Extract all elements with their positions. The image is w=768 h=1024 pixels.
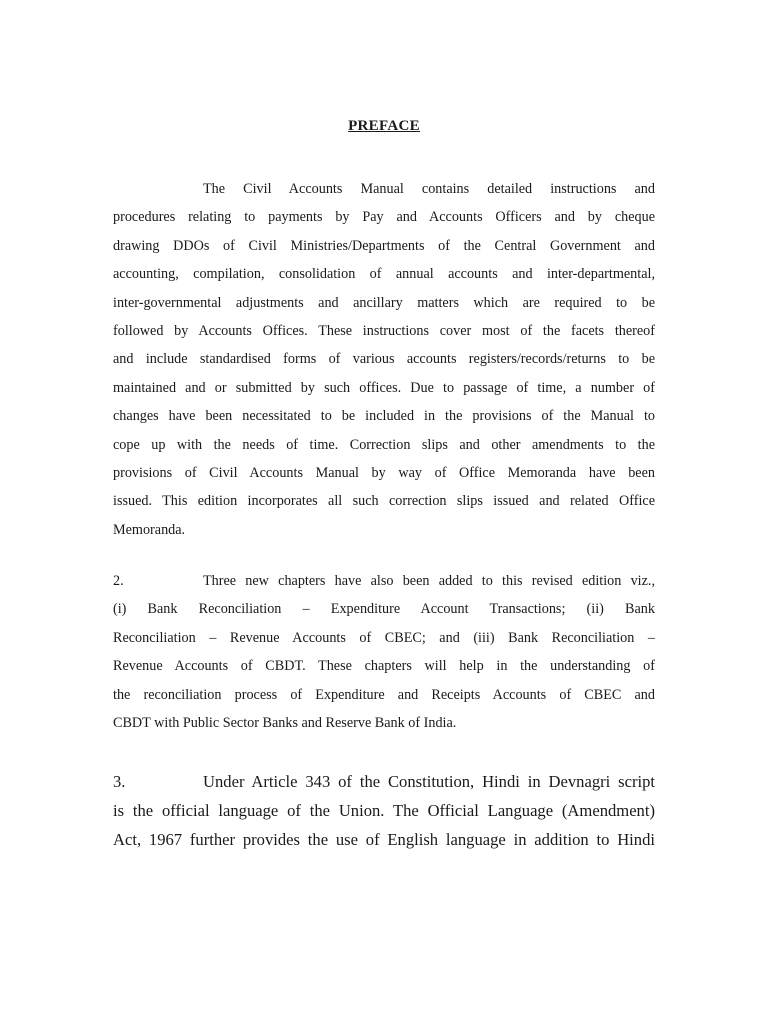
- paragraph-1-line: changes have been necessitated to be included in the provisions of the Manual to: [113, 408, 655, 425]
- paragraph-1-line: cope up with the needs of time. Correction slips and other amendments to the: [113, 436, 655, 453]
- paragraph-2-line: [113, 567, 655, 595]
- paragraph-number: 2.: [113, 573, 124, 589]
- paragraph-1-line: procedures relating to payments by Pay and Accounts Officers and by cheque: [113, 209, 655, 226]
- paragraph-3: [113, 767, 655, 854]
- paragraph-3-line: [113, 767, 655, 796]
- paragraph-3-line: is the official language of the Union. The Official Language (Amendment): [113, 801, 655, 820]
- paragraph-1: [113, 175, 655, 544]
- paragraph-number: 3.: [113, 772, 126, 791]
- paragraph-1-line: provisions of Civil Accounts Manual by way of Office Memoranda have been: [113, 465, 655, 482]
- paragraph-2-line: Revenue Accounts of CBDT. These chapters will help in the understanding of: [113, 658, 655, 675]
- line-text: The Civil Accounts Manual contains detailed instructions and: [203, 181, 655, 197]
- paragraph-1-line: Memoranda.: [113, 521, 186, 538]
- paragraph-3-line: Act, 1967 further provides the use of English language in addition to Hindi: [113, 830, 655, 849]
- line-text: Under Article 343 of the Constitution, Hindi in Devnagri script: [203, 772, 655, 791]
- paragraph-1-line: inter-governmental adjustments and ancillary matters which are required to be: [113, 294, 655, 311]
- paragraph-2-line: CBDT with Public Sector Banks and Reserve Bank of India.: [113, 715, 457, 732]
- paragraph-1-line: followed by Accounts Offices. These instructions cover most of the facets thereof: [113, 323, 655, 340]
- paragraph-1-line: maintained and or submitted by such offices. Due to passage of time, a number of: [113, 379, 655, 396]
- paragraph-1-line: and include standardised forms of various accounts registers/records/returns to be: [113, 351, 655, 368]
- paragraph-1-line: accounting, compilation, consolidation of annual accounts and inter-departmental,: [113, 266, 655, 283]
- paragraph-1-line: [113, 175, 655, 203]
- paragraph-2-line: the reconciliation process of Expenditure and Receipts Accounts of CBEC and: [113, 686, 655, 703]
- paragraph-1-line: drawing DDOs of Civil Ministries/Departments of the Central Government and: [113, 237, 655, 254]
- paragraph-2-line: (i) Bank Reconciliation – Expenditure Account Transactions; (ii) Bank: [113, 601, 655, 618]
- page-title: PREFACE: [348, 118, 420, 134]
- paragraph-2: [113, 567, 655, 737]
- paragraph-2-line: Reconciliation – Revenue Accounts of CBEC; and (iii) Bank Reconciliation –: [113, 629, 655, 646]
- paragraph-1-line: issued. This edition incorporates all such correction slips issued and related Office: [113, 493, 655, 510]
- line-text: Three new chapters have also been added to this revised edition viz.,: [203, 573, 655, 589]
